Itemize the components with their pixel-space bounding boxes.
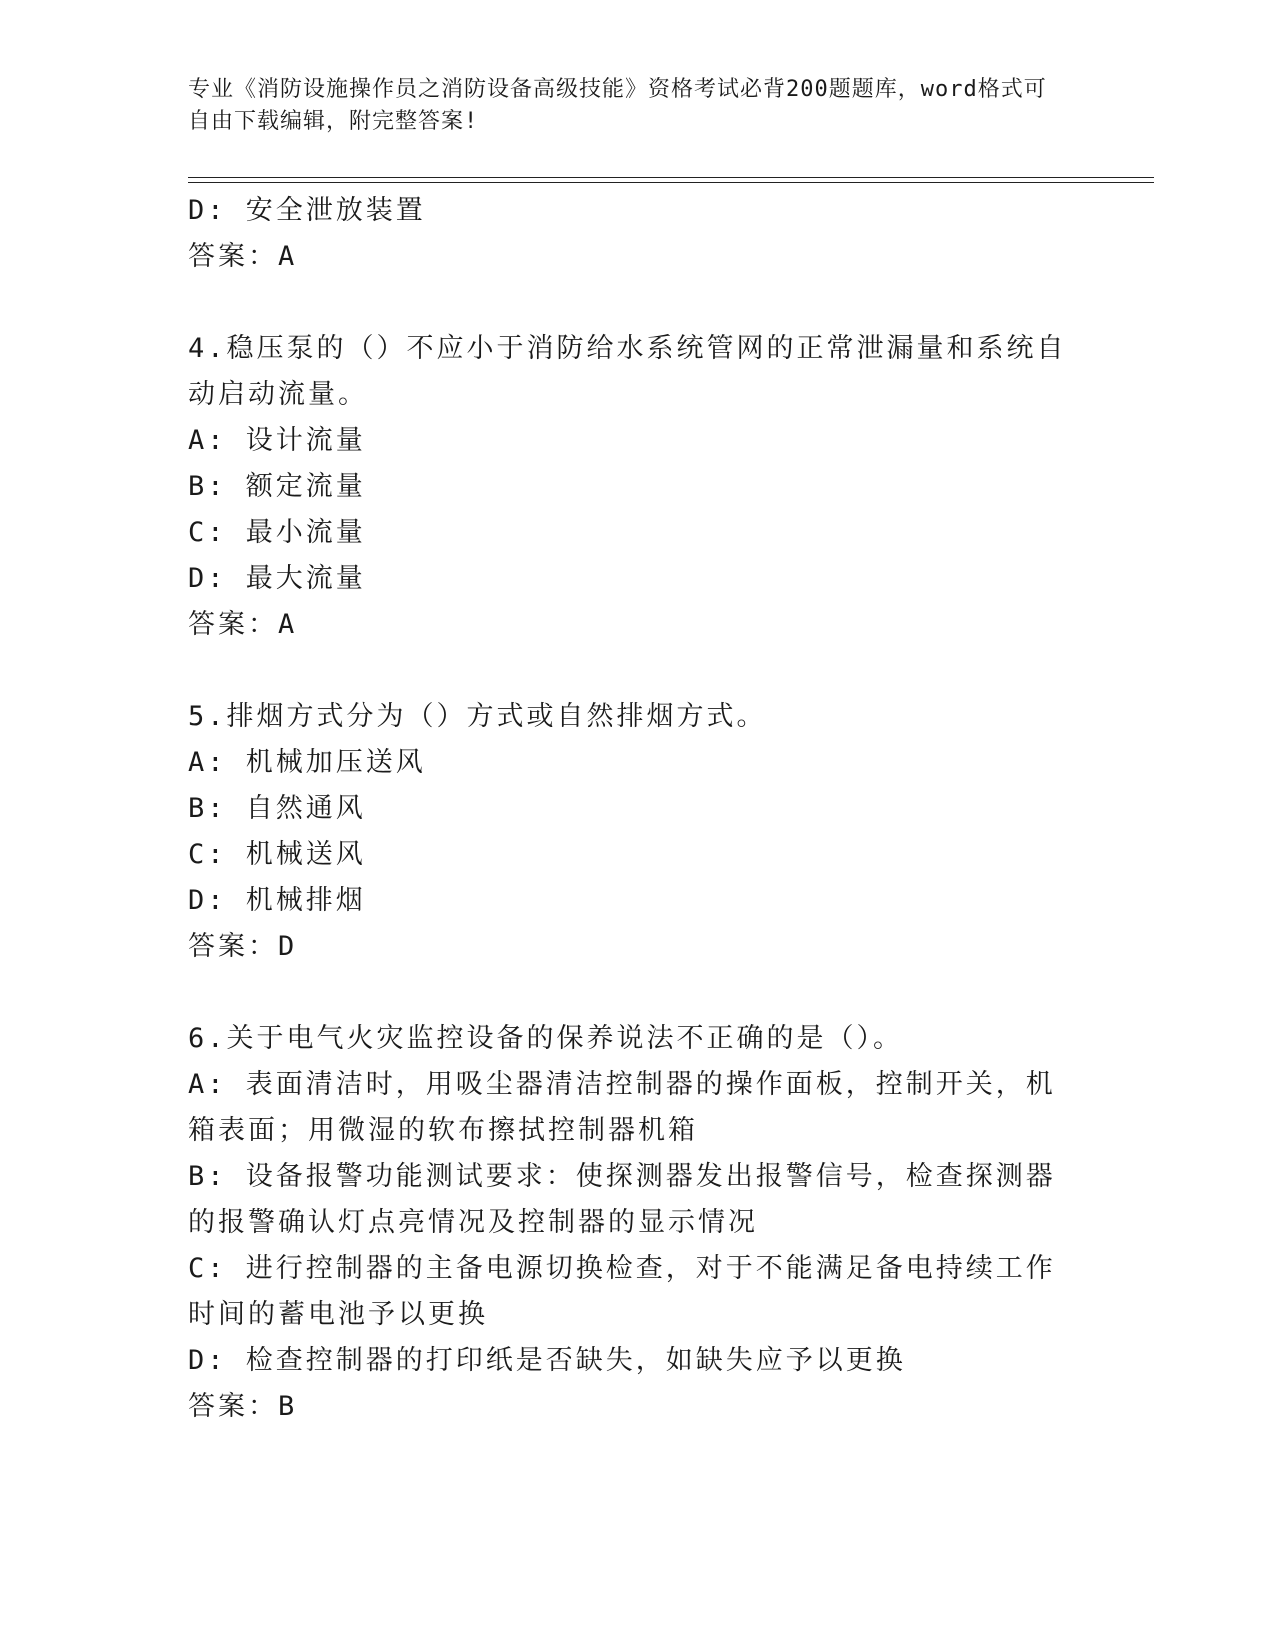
option-b: B: 设备报警功能测试要求：使探测器发出报警信号，检查探测器的报警确认灯点亮情况及控制器的显示情况 — [188, 1161, 1056, 1238]
leading-answer — [188, 234, 1088, 280]
answer-value: D — [278, 931, 296, 962]
question-stem: 5.排烟方式分为（）方式或自然排烟方式。 — [188, 701, 767, 732]
option-c: C: 最小流量 — [188, 517, 366, 548]
option-d: D: 检查控制器的打印纸是否缺失，如缺失应予以更换 — [188, 1345, 906, 1376]
header-divider-bottom — [188, 182, 1154, 183]
answer-value: A — [278, 609, 296, 640]
question-stem: 6.关于电气火灾监控设备的保养说法不正确的是（）。 — [188, 1023, 904, 1054]
header-divider-top — [188, 177, 1154, 178]
question-6 — [188, 1016, 1088, 1430]
option-a: A: 表面清洁时，用吸尘器清洁控制器的操作面板，控制开关，机箱表面；用微湿的软布擦拭控制器机箱 — [188, 1069, 1056, 1146]
option-d: D: 最大流量 — [188, 563, 366, 594]
answer-label: 答案： — [188, 609, 278, 640]
question-4 — [188, 326, 1088, 648]
question-answer — [188, 924, 1088, 970]
option-b: B: 自然通风 — [188, 793, 366, 824]
option-c: C: 机械送风 — [188, 839, 366, 870]
answer-label: 答案： — [188, 241, 278, 272]
question-5 — [188, 694, 1088, 970]
option-d: D: 机械排烟 — [188, 885, 366, 916]
answer-label: 答案： — [188, 931, 278, 962]
question-stem: 4.稳压泵的（）不应小于消防给水系统管网的正常泄漏量和系统自动启动流量。 — [188, 333, 1067, 410]
leading-option-d: D: 安全泄放装置 — [188, 195, 426, 226]
question-answer — [188, 1384, 1088, 1430]
option-c: C: 进行控制器的主备电源切换检查，对于不能满足备电持续工作时间的蓄电池予以更换 — [188, 1253, 1056, 1330]
answer-value: B — [278, 1391, 296, 1422]
page-header: 专业《消防设施操作员之消防设备高级技能》资格考试必背200题题库，word格式可自由下载编辑，附完整答案! — [188, 77, 1047, 134]
answer-label: 答案： — [188, 1391, 278, 1422]
option-a: A: 设计流量 — [188, 425, 366, 456]
option-b: B: 额定流量 — [188, 471, 366, 502]
question-content — [188, 188, 1088, 1430]
question-answer — [188, 602, 1088, 648]
answer-value: A — [278, 241, 296, 272]
option-a: A: 机械加压送风 — [188, 747, 426, 778]
